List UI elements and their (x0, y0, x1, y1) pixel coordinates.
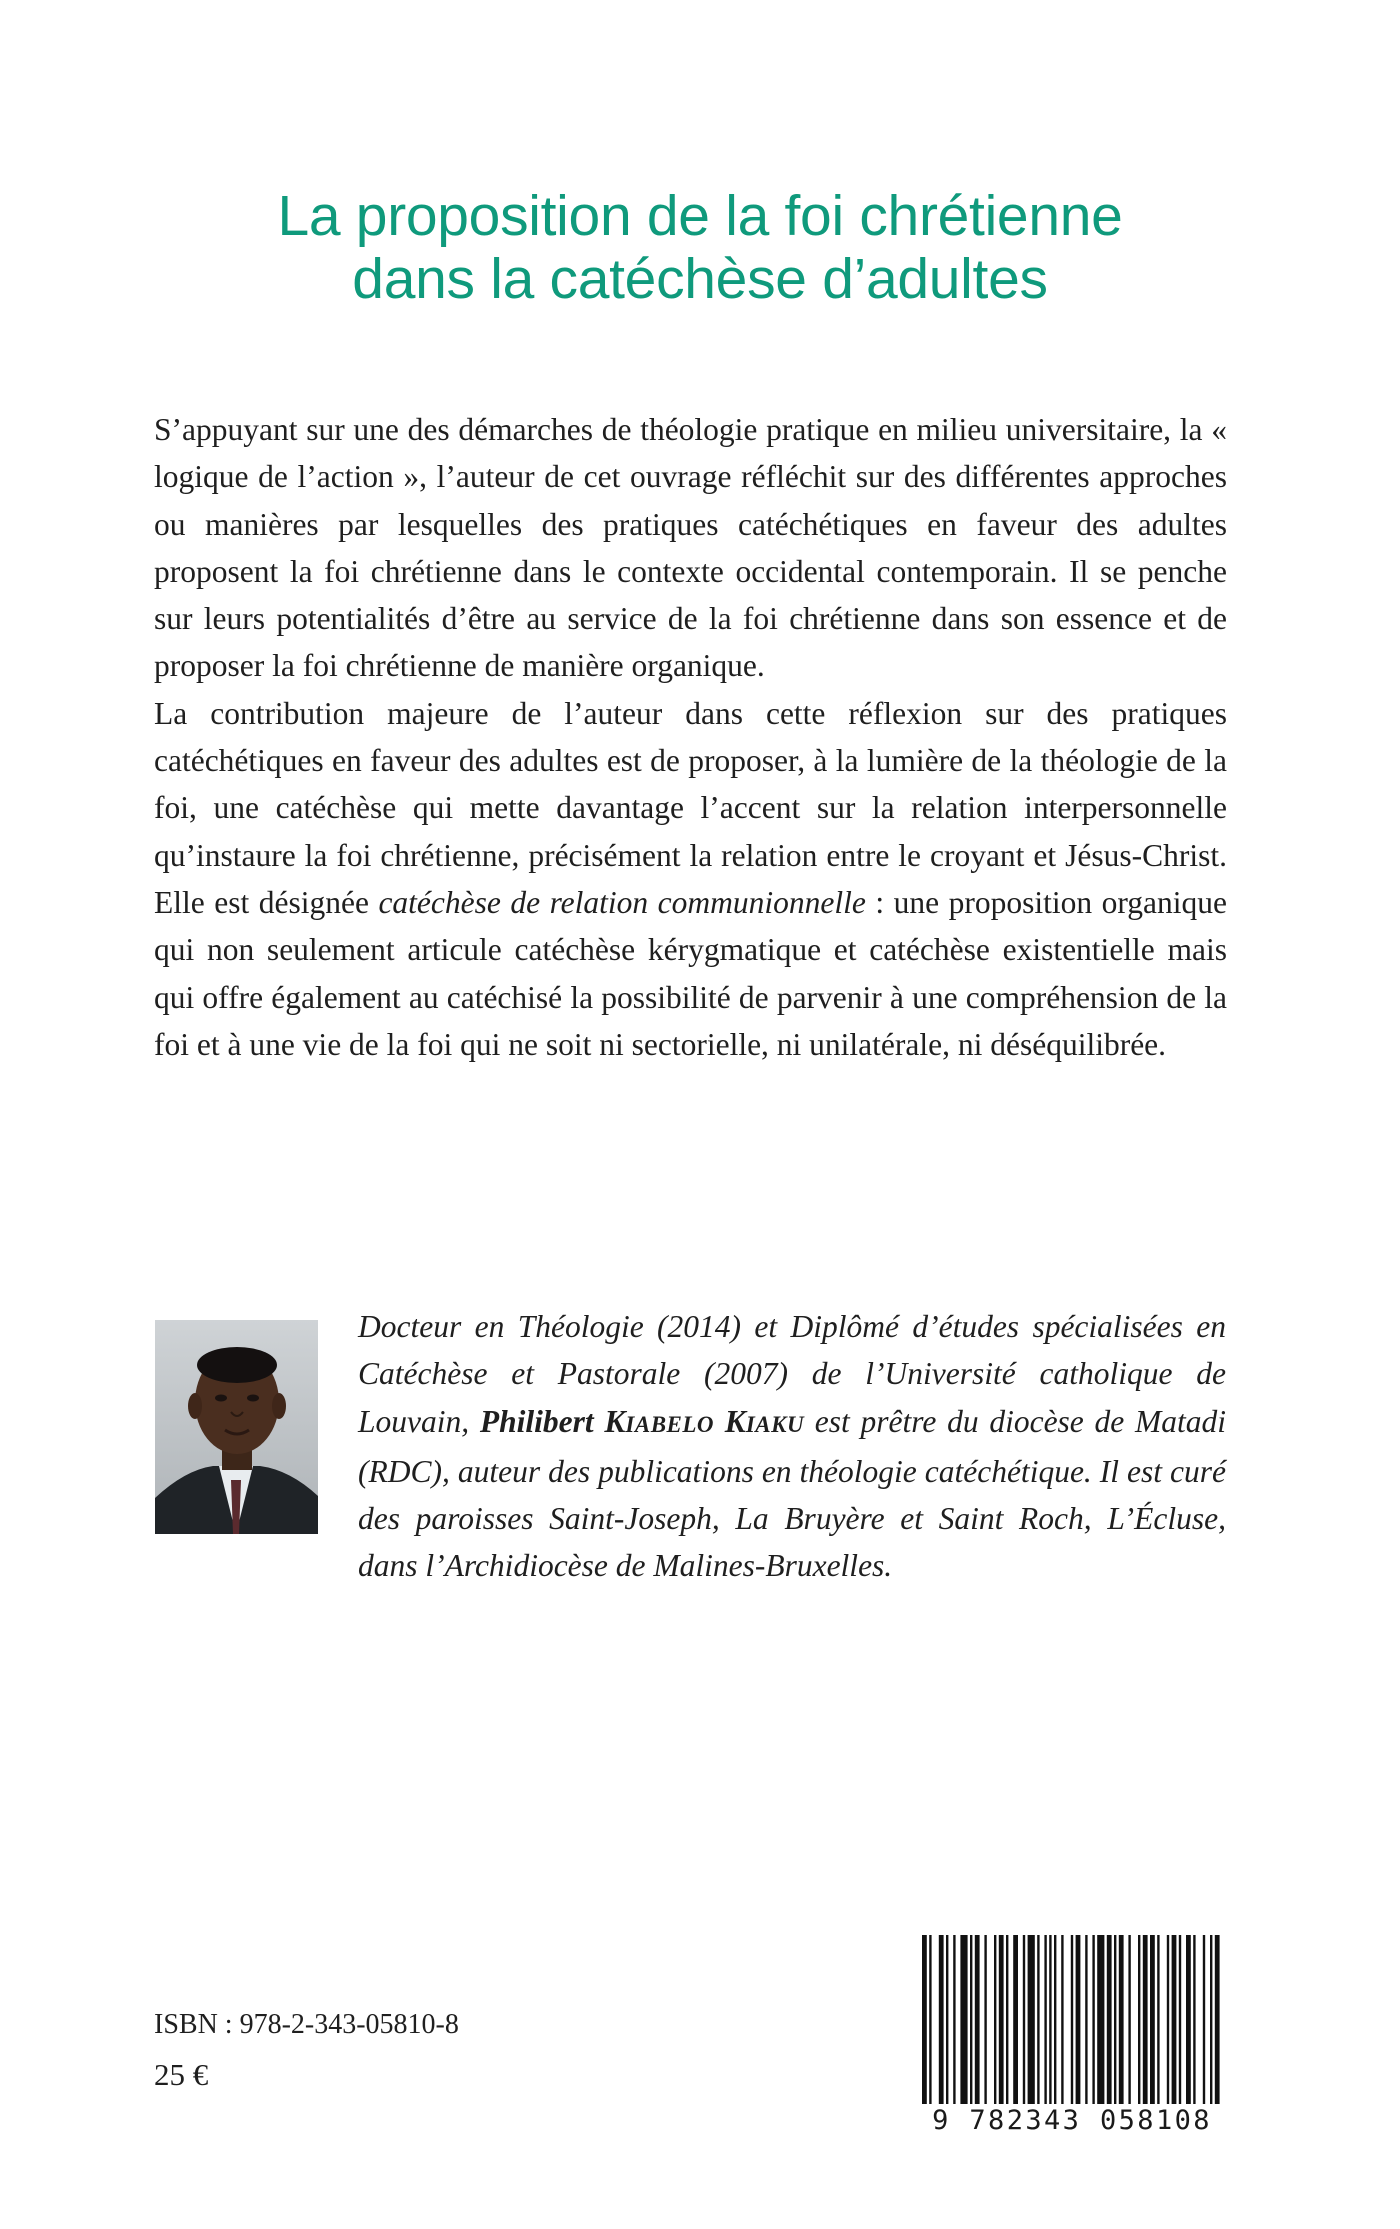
barcode-bar (975, 1935, 980, 2104)
barcode-bar (1128, 1935, 1130, 2104)
summary-paragraph-1: S’appuyant sur une des démarches de théologie pratique en milieu universitaire, la « logique de l’action », l’auteur de cet ouvrage réfléchit sur des différentes approches ou manières par lesquelles des pratiques catéchétiques en faveur des adultes proposent la foi chrétienne dans le contexte occidental contemporain. Il se penche sur leurs potentialités d’être au service de la foi chrétienne dans son essence et de proposer la foi chrétienne de manière organique. (154, 412, 1227, 684)
barcode-bar (1044, 1935, 1046, 2104)
barcode-bar (1054, 1935, 1056, 2104)
author-bio-text-after: est prêtre du diocèse de Matadi (RDC), auteur des publications en théologie catéchétique. Il est curé des paroisses Saint-Joseph, La Bruyère et Saint Roch, L’Écluse, dans l’Archidiocèse de Malines-Bruxelles. (358, 1403, 1227, 1584)
author-surname-2-initial: K (724, 1403, 746, 1439)
barcode-bar (1037, 1935, 1039, 2104)
barcode-bar (1150, 1935, 1155, 2104)
barcode-bar (1085, 1935, 1087, 2104)
barcode-bar (953, 1935, 955, 2104)
barcode-bar (1013, 1935, 1018, 2104)
author-surname-1-initial: K (604, 1403, 626, 1439)
barcode-bar (984, 1935, 986, 2104)
barcode-bar (1107, 1935, 1112, 2104)
barcode-digits: 9 782343 058108 (932, 2105, 1212, 2136)
barcode-bar (929, 1935, 931, 2104)
barcode-bar (1119, 1935, 1124, 2104)
author-portrait-image (155, 1320, 318, 1534)
barcode-bar (1061, 1935, 1063, 2104)
barcode-bar (960, 1935, 967, 2104)
barcode-bar (1114, 1935, 1116, 2104)
author-name (480, 1404, 804, 1439)
isbn-label: ISBN : 978-2-343-05810-8 (154, 2009, 459, 2040)
author-bio-text-before: Docteur en Théologie (2014) et Diplômé d’études spécialisées en Catéchèse et Pastorale (2007) de l’Université catholique de Louvain, (358, 1309, 1226, 1439)
barcode-bar (1157, 1935, 1159, 2104)
summary-p2-text-before: La contribution majeure de l’auteur dans cette réflexion sur des pratiques catéchétiques en faveur des adultes est de proposer, à la lumière de la théologie de la foi, une catéchèse qui mette davantage l’accent sur la relation interpersonnelle qu’instaure la foi chrétienne, précisément la relation entre le croyant et Jésus-Christ. Elle est désignée (154, 695, 1227, 920)
barcode-bar (922, 1935, 927, 2104)
barcode-bar (1167, 1935, 1169, 2104)
author-bio (358, 1303, 1226, 1590)
barcode-bar (946, 1935, 948, 2104)
barcode-bar (1143, 1935, 1148, 2104)
barcode-bar (1097, 1935, 1104, 2104)
barcode-bar (994, 1935, 996, 2104)
barcode-bar (1172, 1935, 1177, 2104)
barcode-bar (1186, 1935, 1191, 2104)
barcode-bar (1006, 1935, 1008, 2104)
book-summary (154, 406, 1227, 1068)
author-surname-2-rest: IAKU (745, 1411, 805, 1437)
barcode-bar (1210, 1935, 1212, 2104)
barcode-bars (918, 1935, 1226, 2104)
book-title-line-2: dans la catéchèse d’adultes (352, 247, 1048, 311)
summary-paragraph-2 (154, 690, 1227, 1068)
barcode-bar (970, 1935, 972, 2104)
author-photo (155, 1320, 318, 1534)
barcode-bar (1071, 1935, 1073, 2104)
book-title-line-1: La proposition de la foi chrétienne (277, 184, 1123, 248)
barcode-bar (1138, 1935, 1140, 2104)
summary-p2-text-after: : une proposition organique qui non seulement articule catéchèse kérygmatique et catéchèse existentielle mais qui offre également au catéchisé la possibilité de parvenir à une compréhension de la foi et à une vie de la foi qui ne soit ni sectorielle, ni unilatérale, ni déséquilibrée. (154, 884, 1228, 1062)
barcode-bar (1028, 1935, 1035, 2104)
barcode-bar (1193, 1935, 1195, 2104)
barcode-bar (999, 1935, 1004, 2104)
summary-p2-italic-term: catéchèse de relation communionnelle (378, 884, 866, 920)
barcode-bar (1203, 1935, 1205, 2104)
barcode-bar (1179, 1935, 1181, 2104)
book-title (0, 185, 1400, 311)
barcode-bar (1215, 1935, 1220, 2104)
barcode-bar (939, 1935, 944, 2104)
price-label: 25 € (154, 2057, 209, 2092)
barcode-bar (1092, 1935, 1094, 2104)
barcode-bar (1076, 1935, 1081, 2104)
author-first-name: Philibert (479, 1403, 594, 1439)
barcode (918, 1935, 1226, 2104)
author-surname-1-rest: IABELO (625, 1411, 715, 1437)
barcode-bar (1023, 1935, 1025, 2104)
barcode-bar (1049, 1935, 1051, 2104)
